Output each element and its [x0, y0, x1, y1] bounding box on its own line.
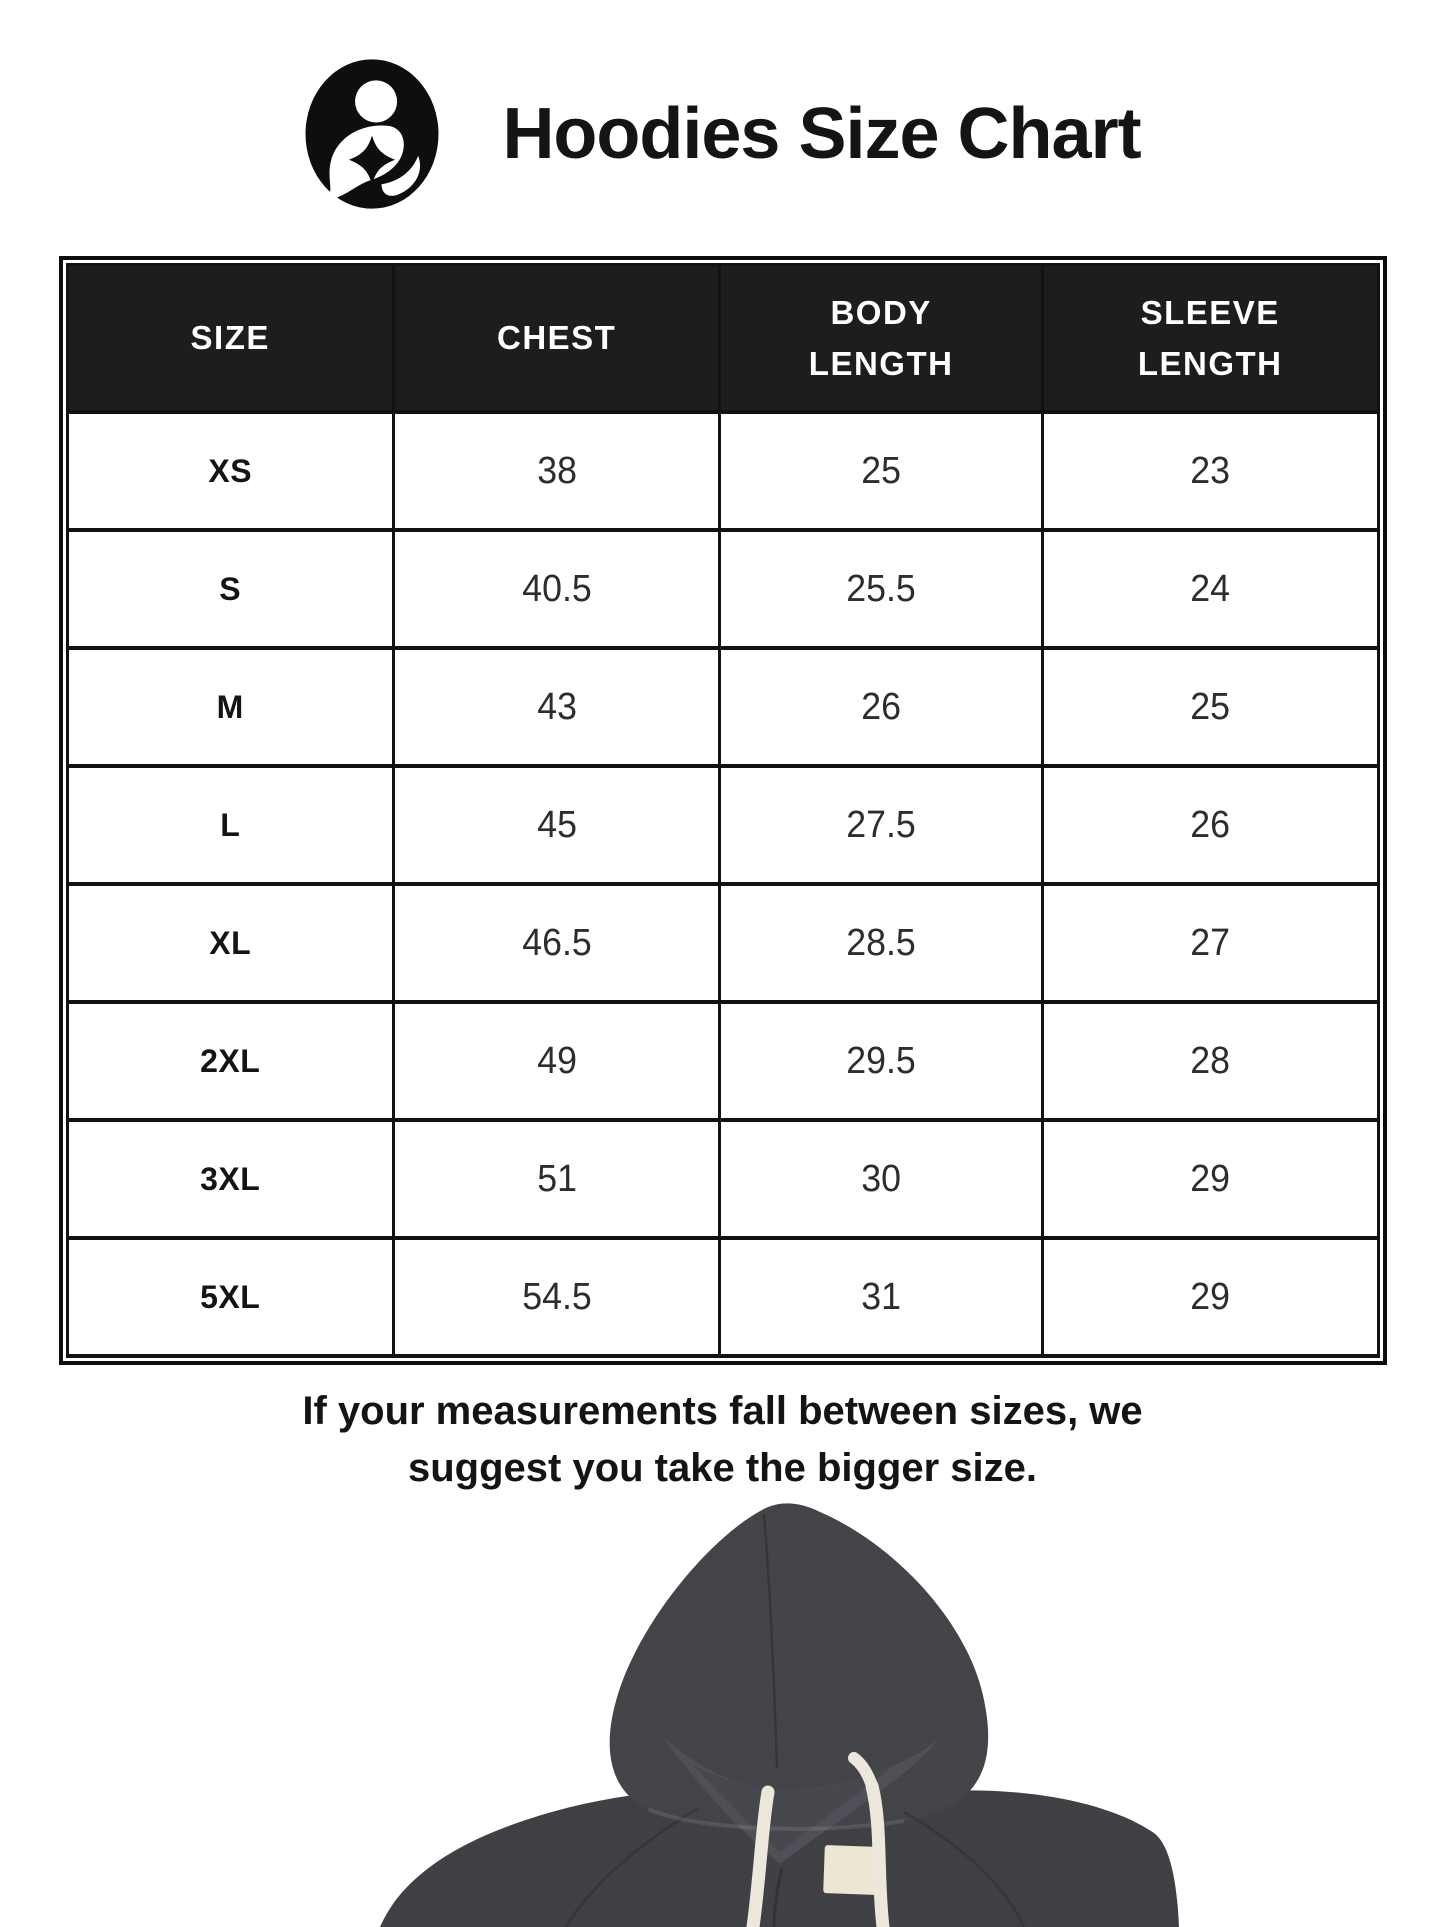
size-cell: M — [67, 648, 393, 766]
sleeve-length-cell: 25 — [1042, 648, 1378, 766]
column-header-body-length: BODY LENGTH — [720, 265, 1043, 413]
body-length-cell: 28.5 — [720, 884, 1043, 1002]
page-title: Hoodies Size Chart — [502, 94, 1141, 174]
chest-cell: 54.5 — [393, 1238, 719, 1356]
body-length-cell: 25 — [720, 412, 1043, 530]
chest-cell: 43 — [393, 648, 719, 766]
size-cell: L — [67, 766, 393, 884]
sleeve-length-cell: 24 — [1042, 530, 1378, 648]
sleeve-length-cell: 27 — [1042, 884, 1378, 1002]
chest-cell: 38 — [393, 412, 719, 530]
column-header-size: SIZE — [67, 265, 393, 413]
body-length-cell: 26 — [720, 648, 1043, 766]
size-cell: 5XL — [67, 1238, 393, 1356]
table-row — [67, 648, 1378, 766]
body-length-cell: 25.5 — [720, 530, 1043, 648]
chest-cell: 46.5 — [393, 884, 719, 1002]
sizing-note — [0, 1383, 1445, 1497]
size-table — [66, 263, 1380, 1358]
body-length-cell: 31 — [720, 1238, 1043, 1356]
column-header-chest: CHEST — [393, 265, 719, 413]
hoodie-product-image — [262, 1496, 1182, 1927]
brand-logo-icon — [304, 58, 440, 210]
sizing-note-line2: suggest you take the bigger size. — [407, 1445, 1038, 1490]
size-cell: XL — [67, 884, 393, 1002]
chest-cell: 45 — [393, 766, 719, 884]
sleeve-length-cell: 26 — [1042, 766, 1378, 884]
table-row — [67, 1002, 1378, 1120]
body-length-cell: 29.5 — [720, 1002, 1043, 1120]
table-row — [67, 1120, 1378, 1238]
size-cell: 2XL — [67, 1002, 393, 1120]
size-cell: 3XL — [67, 1120, 393, 1238]
column-header-sleeve-length: SLEEVE LENGTH — [1042, 265, 1378, 413]
size-cell: XS — [67, 412, 393, 530]
body-length-cell: 27.5 — [720, 766, 1043, 884]
table-row — [67, 1238, 1378, 1356]
sleeve-length-cell: 23 — [1042, 412, 1378, 530]
sleeve-length-cell: 28 — [1042, 1002, 1378, 1120]
sizing-note-line1: If your measurements fall between sizes, we — [302, 1389, 1143, 1433]
chest-cell: 40.5 — [393, 530, 719, 648]
table-row — [67, 530, 1378, 648]
sleeve-length-cell: 29 — [1042, 1238, 1378, 1356]
table-row — [67, 884, 1378, 1002]
table-row — [67, 766, 1378, 884]
table-row — [67, 412, 1378, 530]
sleeve-length-cell: 29 — [1042, 1120, 1378, 1238]
body-length-cell: 30 — [720, 1120, 1043, 1238]
size-cell: S — [67, 530, 393, 648]
chest-cell: 51 — [393, 1120, 719, 1238]
page-header — [0, 58, 1445, 210]
chest-cell: 49 — [393, 1002, 719, 1120]
table-header-row — [67, 265, 1378, 413]
size-table-container — [59, 256, 1387, 1365]
